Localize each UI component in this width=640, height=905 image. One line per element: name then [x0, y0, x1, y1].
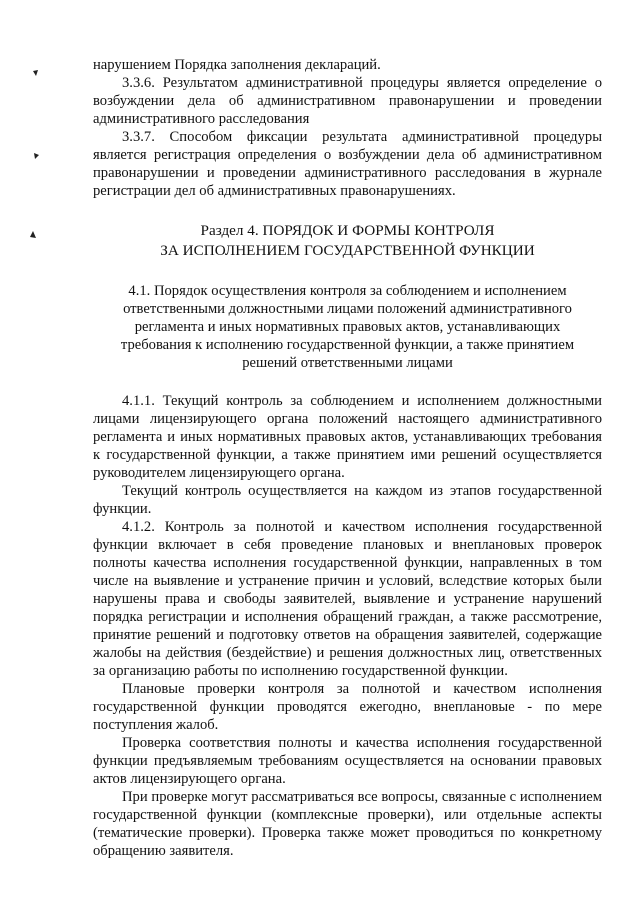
margin-mark-icon — [30, 231, 36, 237]
paragraph-3-3-6: 3.3.6. Результатом административной процедуры является определение о возбуждении дела об административном правонарушении и проведении административного расследования — [93, 75, 602, 127]
paragraph-continuation: нарушением Порядка заполнения деклараций. — [93, 57, 381, 73]
paragraph-check-questions: При проверке могут рассматриваться все вопросы, связанные с исполнением государственной функции (комплексные проверки), или отдельные аспекты (тематические проверки). Проверка также может проводиться по конкретному обращению заявителя. — [93, 789, 602, 859]
margin-mark-icon — [33, 70, 39, 76]
section-title-line-2: ЗА ИСПОЛНЕНИЕМ ГОСУДАРСТВЕННОЙ ФУНКЦИИ — [160, 242, 535, 259]
paragraph-compliance-check: Проверка соответствия полноты и качества исполнения государственной функции предъявляемым требованиям осуществляется на основании правовых актов лицензирующего органа. — [93, 735, 602, 787]
document-page — [93, 56, 602, 860]
paragraph-3-3-7: 3.3.7. Способом фиксации результата административной процедуры является регистрация определения о возбуждении дела об административном правонарушении и проведении административного расследования в журнале регистрации дел об административных правонарушениях. — [93, 129, 602, 199]
paragraph-current-control: Текущий контроль осуществляется на каждом из этапов государственной функции. — [93, 483, 602, 517]
paragraph-4-1-2: 4.1.2. Контроль за полнотой и качеством исполнения государственной функции включает в себя проведение плановых и внеплановых проверок полноты качества исполнения государственной функции, направленных в том числе на выявление и устранение причин и условий, вследствие которых были нарушены права и свободы заявителей, выявление и устранение нарушений порядка регистрации и исполнения обращений граждан, а также рассмотрение, принятие решений и подготовку ответов на обращения заявителей, содержащие жалобы на действия (бездействие) и решения должностных лиц, ответственных за организацию работы по исполнению государственной функции. — [93, 519, 602, 679]
section-title-line-1: Раздел 4. ПОРЯДОК И ФОРМЫ КОНТРОЛЯ — [200, 222, 495, 239]
subsection-heading-4-1: 4.1. Порядок осуществления контроля за соблюдением и исполнением ответственными должностными лицами положений административного регламента и иных нормативных правовых актов, устанавливающих требования к исполнению государственной функции, а также принятием решений ответственными лицами — [120, 283, 575, 371]
margin-mark-icon — [33, 153, 39, 159]
section-title — [93, 221, 602, 261]
paragraph-4-1-1: 4.1.1. Текущий контроль за соблюдением и исполнением должностными лицами лицензирующего органа положений настоящего административного регламента и иных нормативных правовых актов, устанавливающих требования к государственной функции, а также принятием ими решений осуществляется руководителем лицензирующего органа. — [93, 393, 602, 481]
paragraph-planned-checks: Плановые проверки контроля за полнотой и качеством исполнения государственной функции проводятся ежегодно, внеплановые - по мере поступления жалоб. — [93, 681, 602, 733]
